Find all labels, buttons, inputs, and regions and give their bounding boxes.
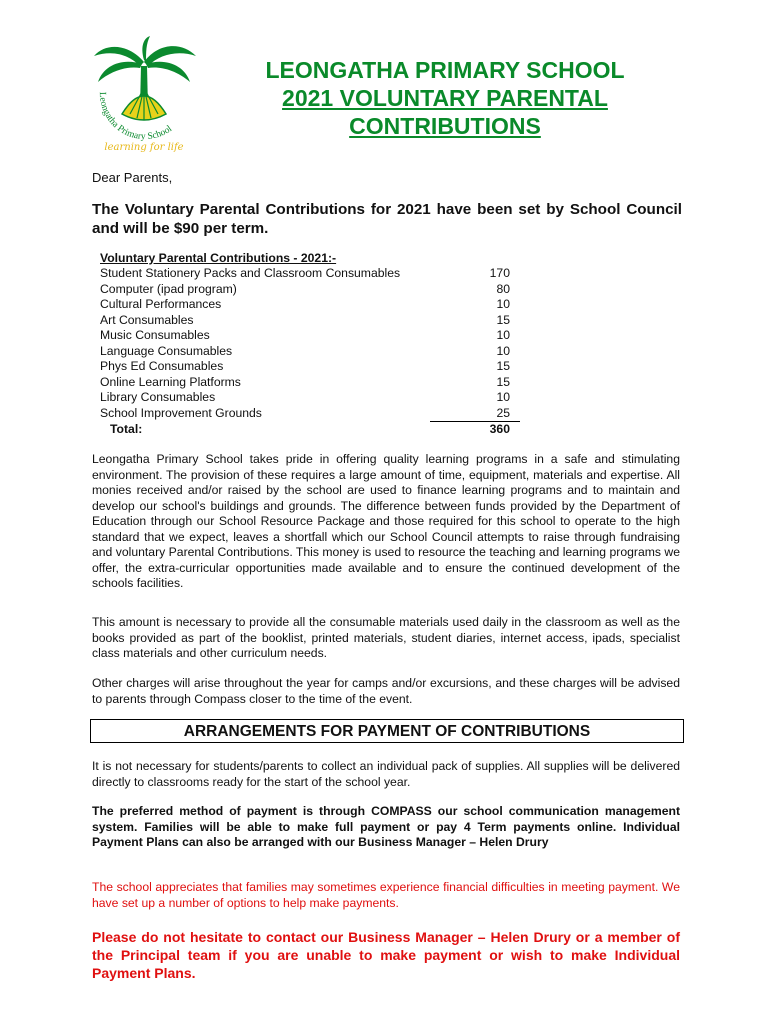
table-row [100, 359, 520, 375]
greeting: Dear Parents, [92, 170, 173, 185]
table-row [100, 282, 520, 298]
logo-arc-text: Leongatha Primary School [96, 91, 175, 143]
contributions-table [100, 251, 520, 438]
item-amount: 10 [496, 297, 510, 311]
table-row [100, 390, 520, 406]
item-label: Online Learning Platforms [100, 374, 241, 389]
title-line-1: LEONGATHA PRIMARY SCHOOL [265, 57, 625, 83]
item-amount: 15 [496, 374, 510, 389]
table-row [100, 266, 520, 282]
paragraph-compass-payment: The preferred method of payment is through COMPASS our school communication management system. Families will be able to make full payment or pay 4 Term payments online. Individual Payment Plans can also be arranged with our Business Manager – Helen Drury [92, 804, 680, 849]
paragraph-other-charges: Other charges will arise throughout the year for camps and/or excursions, and these charges will be advised to parents through Compass closer to the time of the event. [92, 676, 680, 706]
item-label: Library Consumables [100, 390, 216, 404]
paragraph-school-pride: Leongatha Primary School takes pride in offering quality learning programs in a safe and stimulating environment. The provision of these requires a large amount of time, equipment, materials and expertise. All monies received and/or raised by the school are used to finance learning programs and to maintain and develop our school's buildings and grounds. The difference between funds provided by the Department of Education through our School Resource Package and those required for this school to operate to the high standard that we expect, leaves a shortfall which our School Council attempts to raise through fundraising and voluntary Parental Contributions. This money is used to resource the teaching and learning programs we offer, the extra-curricular opportunities made available and to ensure the continued development of the schools facilities. [92, 452, 680, 590]
item-label: Language Consumables [100, 343, 233, 358]
school-logo [84, 34, 204, 156]
document-title [210, 56, 680, 140]
item-amount: 10 [496, 390, 510, 404]
table-row [100, 406, 520, 423]
title-line-3: CONTRIBUTIONS [349, 113, 541, 139]
item-label: Student Stationery Packs and Classroom Consumables [100, 266, 401, 280]
item-amount: 15 [496, 312, 510, 327]
arrangements-heading: ARRANGEMENTS FOR PAYMENT OF CONTRIBUTIONS [90, 719, 684, 743]
item-label: Music Consumables [100, 328, 210, 342]
contributions-heading: Voluntary Parental Contributions - 2021:- [100, 251, 337, 265]
item-amount: 15 [496, 359, 510, 373]
item-amount: 25 [430, 406, 520, 423]
item-label: Phys Ed Consumables [100, 359, 224, 373]
table-row [100, 344, 520, 360]
table-row [100, 297, 520, 313]
table-row [100, 313, 520, 329]
paragraph-financial-difficulty: The school appreciates that families may sometimes experience financial difficulties in meeting payment. We have set up a number of options to help make payments. [92, 880, 680, 910]
item-label: Cultural Performances [100, 297, 222, 311]
total-row [100, 422, 520, 438]
item-amount: 10 [496, 343, 510, 358]
table-row [100, 328, 520, 344]
paragraph-contact-manager: Please do not hesitate to contact our Business Manager – Helen Drury or a member of the Principal team if you are unable to make payment or wish to make Individual Payment Plans. [92, 929, 680, 981]
item-label: School Improvement Grounds [100, 405, 262, 420]
paragraph-supplies: It is not necessary for students/parents to collect an individual pack of supplies. All supplies will be delivered directly to classrooms ready for the start of the school year. [92, 759, 680, 789]
item-label: Art Consumables [100, 312, 194, 327]
logo-motto: learning for life [104, 142, 184, 153]
total-label: Total: [110, 422, 143, 436]
table-row [100, 375, 520, 391]
intro-statement: The Voluntary Parental Contributions for 2021 have been set by School Council and will be $90 per term. [92, 201, 682, 237]
item-amount: 80 [496, 281, 510, 296]
paragraph-consumables: This amount is necessary to provide all the consumable materials used daily in the classroom as well as the books provided as part of the booklist, printed materials, student diaries, internet access, ipads, specialist class materials and other curriculum needs. [92, 615, 680, 660]
item-label: Computer (ipad program) [100, 281, 237, 296]
title-line-2: 2021 VOLUNTARY PARENTAL [282, 85, 608, 111]
item-amount: 10 [496, 328, 510, 342]
total-amount: 360 [489, 422, 510, 436]
item-amount: 170 [489, 266, 510, 280]
